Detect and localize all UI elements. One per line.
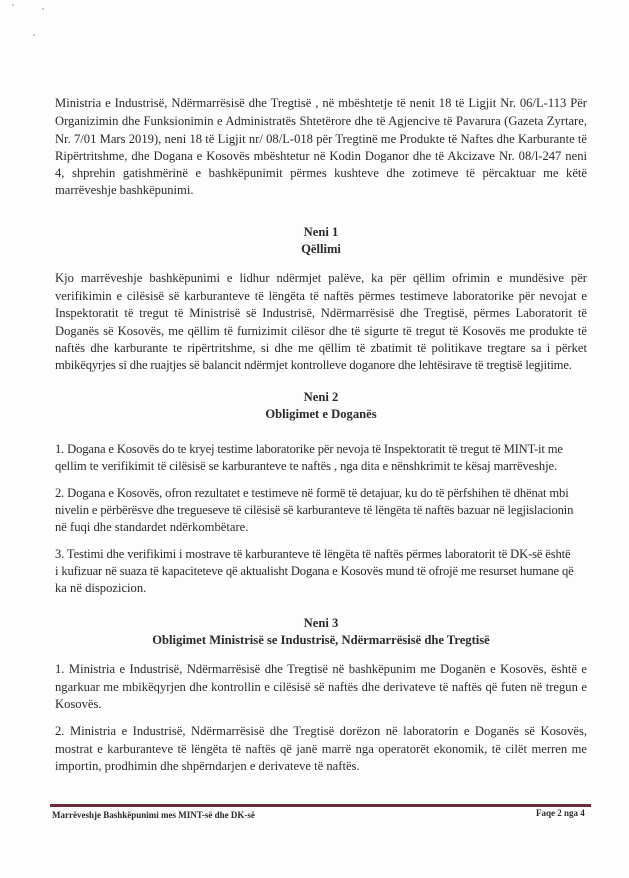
footer-document-title: Marrëveshje Bashkëpunimi mes MINT-së dhe DK-së bbox=[52, 810, 255, 820]
text-line: 1. Ministria e Industrisë, Ndërmarrësisë dhe Tregtisë në bashkëpunim me Doganën e Kosovës, është e bbox=[55, 662, 587, 676]
article-number: Neni 2 bbox=[303, 390, 339, 404]
text-line: nivelin e përbërësve dhe tregueseve të cilësisë së karburanteve të lëngëta të naftës bazuar në legjislacionin bbox=[55, 503, 574, 517]
text-line: 2. Dogana e Kosovës, ofron rezultatet e testimeve në formë të detajuar, ku do të përfshihen të dhënat mbi bbox=[55, 486, 569, 500]
text-line: mostrat e karburanteve të lëngëta të naftës që janë marrë nga operatorët ekonomik, të cilët merren me bbox=[55, 742, 587, 756]
text-line: 1. Dogana e Kosovës do te kryej testime laboratorike për nevoja të Inspektoratit të tregut të MINT-it me bbox=[55, 442, 563, 456]
text-line: Kosovës. bbox=[55, 697, 102, 711]
text-line: 4, shprehin gatishmërinë e bashkëpunimit përmes kushteve dhe zotimeve të përcaktuar me këtë bbox=[55, 166, 587, 180]
text-line: 2. Ministria e Industrisë, Ndërmarrësisë dhe Tregtisë dorëzon në laboratorin e Doganës së Kosovës, bbox=[55, 724, 587, 738]
article-number: Neni 3 bbox=[303, 616, 339, 630]
article-number: Neni 1 bbox=[303, 225, 339, 239]
text-line: ngarkuar me mbikëqyrjen dhe kontrollin e cilësisë së naftës dhe derivateve të naftës që futen në tregun e bbox=[55, 680, 587, 694]
text-line: Ripërtritshme, dhe Dogana e Kosovës mbështetur në Kodin Doganor dhe të Akcizave Nr. 08/l-247 neni bbox=[55, 149, 587, 163]
text-line: ka në dispozicion. bbox=[55, 581, 147, 595]
text-line: qellim te verifikimit të cilësisë se karburanteve te naftës , nga dita e nënshkrimit te kësaj marrëveshje. bbox=[55, 459, 558, 473]
text-line: verifikimin e cilësisë së karburanteve të lëngëta të naftës përmes testimeve laboratorike për nevojat e bbox=[55, 289, 587, 303]
scan-speck bbox=[33, 34, 35, 36]
text-line: Organizimin dhe Funksionimin e Administratës Shtetërore dhe të Agjencive të Pavarura (Gazeta Zyrtare, bbox=[55, 114, 587, 128]
text-line: Kjo marrëveshje bashkëpunimi e lidhur ndërmjet palëve, ka për qëllim ofrimin e mundësive për bbox=[55, 271, 587, 285]
scan-speck bbox=[42, 8, 44, 10]
text-line: i kufizuar në suaza të kapaciteteve që aktualisht Dogana e Kosovës mund të ofrojë me resurset humane që bbox=[55, 564, 574, 578]
article-title: Obligimet e Doganës bbox=[265, 407, 377, 421]
text-line: marrëveshje bashkëpunimi. bbox=[55, 183, 194, 197]
text-line: Inspektoratit të tregut të Ministrisë së Industrisë, Ndërmarrësisë dhe Tregtisë, përmes Laboratorit të bbox=[55, 306, 587, 320]
article-title: Obligimet Ministrisë se Industrisë, Ndërmarrësisë dhe Tregtisë bbox=[152, 633, 490, 647]
footer-rule bbox=[50, 804, 591, 807]
footer-page-number: Faqe 2 nga 4 bbox=[536, 808, 585, 818]
article-title: Qëllimi bbox=[301, 242, 341, 256]
text-line: 3. Testimi dhe verifikimi i mostrave të karburanteve të lëngëta të naftës përmes laboratorit të DK-së është bbox=[55, 547, 571, 561]
text-line: importin, prodhimin dhe shpërndarjen e derivateve të naftës. bbox=[55, 759, 360, 773]
text-line: Doganës së Kosovës, me qëllim të furnizimit cilësor dhe të sigurte të tregut të Kosovës me produkte të bbox=[55, 324, 587, 338]
text-line: në fuqi dhe standardet ndërkombëtare. bbox=[55, 520, 249, 534]
text-line: naftës dhe karburante te ripërtritshme, si dhe me qëllim të zbatimit të politikave tregtare sa i përket bbox=[55, 341, 587, 355]
scan-speck bbox=[12, 4, 14, 6]
text-line: Nr. 7/01 Mars 2019), neni 18 të Ligjit nr/ 08/L-018 për Tregtinë me Produkte të Naftes dhe Karburante të bbox=[55, 132, 587, 146]
text-line: mbikëqyrjes si dhe ruajtjes së balancit ndërmjet kontrolleve doganore dhe lehtësirave të tregtisë legjitime. bbox=[55, 358, 572, 372]
text-line: Ministria e Industrisë, Ndërmarrësisë dhe Tregtisë , në mbështetje të nenit 18 të Ligjit Nr. 06/L-113 Për bbox=[55, 96, 587, 110]
